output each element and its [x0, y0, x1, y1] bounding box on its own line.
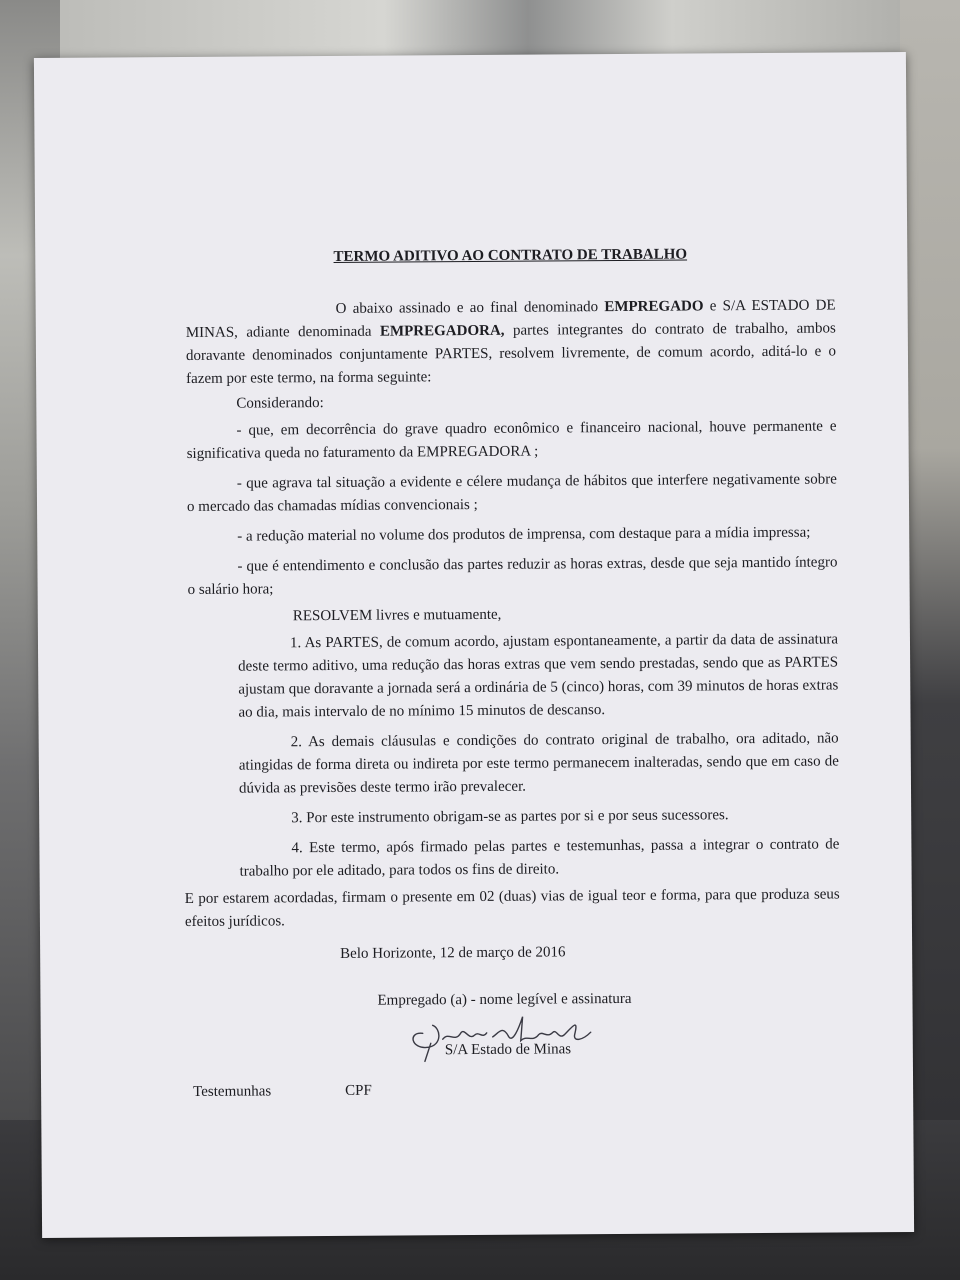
consideration-item: - que agrava tal situação a evidente e célere mudança de hábitos que interfere negativamente sobre o mercado das chamadas mídias convencionais ; — [186, 471, 837, 515]
clause-item: 3. Por este instrumento obrigam-se as partes por si e por seus sucessores. — [291, 807, 729, 827]
consideration-item: - a redução material no volume dos produtos de imprensa, com destaque para a mídia impressa; — [237, 524, 811, 545]
clause-item: 1. As PARTES, de comum acordo, ajustam espontaneamente, a partir da data de assinatura deste termo aditivo, uma redução das horas extras que vem sendo prestadas, sendo que as PARTES ajustam que doravante a jornada será a ordinária de 5 (cinco) horas, com 39 minutos de horas extras ao dia, mais intervalo de no mínimo 15 minutos de descanso. — [238, 631, 839, 721]
document-page — [34, 52, 914, 1238]
employer-term: EMPREGADORA, — [379, 322, 505, 340]
employee-term: EMPREGADO — [604, 298, 704, 316]
cpf-label: CPF — [345, 1082, 372, 1099]
resolve-label: RESOLVEM livres e mutuamente, — [292, 606, 502, 625]
date-line: Belo Horizonte, 12 de março de 2016 — [340, 944, 566, 962]
intro-paragraph: O abaixo assinado e ao final denominado EMPREGADO e S/A ESTADO DE MINAS, adiante denominada EMPREGADORA, partes integrantes do contrato de trabalho, ambos doravante denominados conjuntamente PARTES, resolvem livremente, de comum acordo, aditá-lo e o fazem por este termo, na forma seguinte: — [185, 297, 837, 388]
document-title: TERMO ADITIVO AO CONTRATO DE TRABALHO — [333, 246, 688, 265]
witnesses-label: Testemunhas — [193, 1083, 272, 1100]
clause-item: 2. As demais cláusulas e condições do contrato original de trabalho, ora aditado, não atingidas de forma direta ou indireta por este termo permanecem inalteradas, sendo que em caso de dúvida as previsões deste termo irão prevalecer. — [238, 730, 839, 797]
consideration-item: - que é entendimento e conclusão das partes reduzir as horas extras, desde que seja mantido íntegro o salário hora; — [187, 554, 838, 598]
closing-paragraph: E por estarem acordadas, firmam o presente em 02 (duas) vias de igual teor e forma, para que produza seus efeitos jurídicos. — [184, 886, 840, 931]
clause-item: 4. Este termo, após firmado pelas partes e testemunhas, passa a integrar o contrato de trabalho por ele aditado, para todos os fins de direito. — [239, 836, 840, 880]
consideration-item: - que, em decorrência do grave quadro econômico e financeiro nacional, houve permanente e significativa queda no faturamento da EMPREGADORA ; — [186, 418, 837, 463]
considering-label: Considerando: — [236, 395, 324, 412]
employer-label: S/A Estado de Minas — [444, 1041, 572, 1059]
employee-signature-label: Empregado (a) - nome legível e assinatura — [377, 990, 632, 1009]
document-body — [135, 242, 841, 1111]
signature-block — [140, 986, 841, 1111]
